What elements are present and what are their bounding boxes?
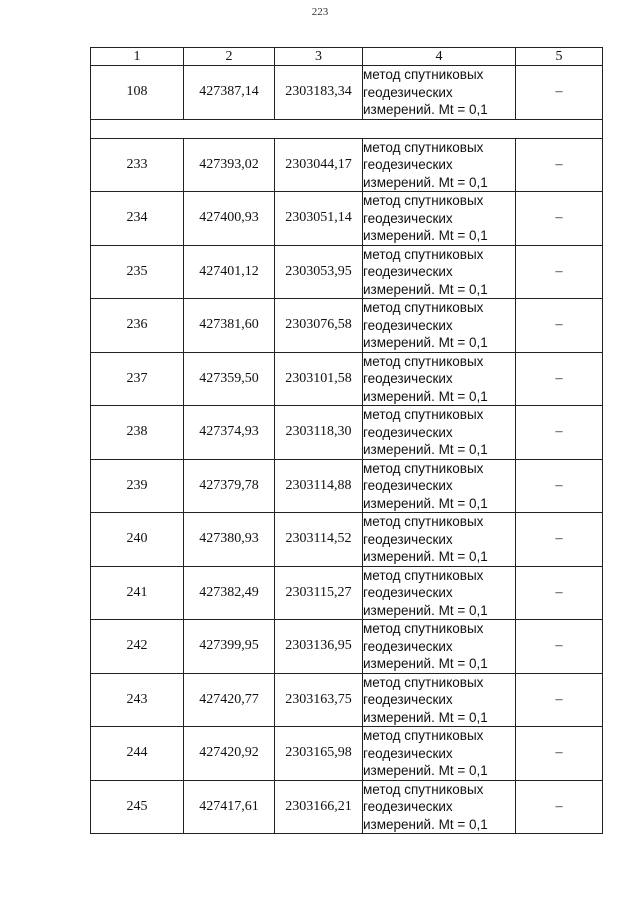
- method-description: [363, 727, 516, 781]
- table-row: [91, 245, 603, 299]
- method-line: измерений. Mt = 0,1: [363, 709, 488, 725]
- y-coordinate: 2303044,17: [275, 138, 363, 192]
- y-coordinate: 2303166,21: [275, 780, 363, 834]
- y-coordinate: 2303136,95: [275, 620, 363, 674]
- method-line: метод спутниковых: [363, 246, 484, 262]
- method-description: [363, 138, 516, 192]
- table-row: [91, 566, 603, 620]
- note-cell: –: [516, 566, 603, 620]
- x-coordinate: 427374,93: [184, 406, 275, 460]
- method-line: измерений. Mt = 0,1: [363, 281, 488, 297]
- method-line: метод спутниковых: [363, 674, 484, 690]
- point-number: 244: [91, 727, 184, 781]
- method-description: [363, 192, 516, 246]
- method-description: [363, 299, 516, 353]
- note-cell: –: [516, 620, 603, 674]
- y-coordinate: 2303076,58: [275, 299, 363, 353]
- table-row: [91, 620, 603, 674]
- method-line: измерений. Mt = 0,1: [363, 656, 488, 671]
- point-number: 233: [91, 138, 184, 192]
- table-row: [91, 352, 603, 406]
- method-line: геодезических: [363, 531, 453, 547]
- note-cell: –: [516, 406, 603, 460]
- note-cell: –: [516, 299, 603, 353]
- column-header: 4: [363, 48, 516, 66]
- y-coordinate: 2303114,52: [275, 513, 363, 567]
- x-coordinate: 427380,93: [184, 513, 275, 567]
- x-coordinate: 427381,60: [184, 299, 275, 353]
- method-line: измерений. Mt = 0,1: [363, 549, 488, 564]
- point-number: 108: [91, 66, 184, 120]
- x-coordinate: 427379,78: [184, 459, 275, 513]
- method-line: измерений. Mt = 0,1: [363, 174, 488, 190]
- y-coordinate: 2303114,88: [275, 459, 363, 513]
- point-number: 237: [91, 352, 184, 406]
- point-number: 235: [91, 245, 184, 299]
- method-description: [363, 406, 516, 460]
- method-line: геодезических: [363, 799, 453, 814]
- method-line: измерений. Mt = 0,1: [363, 763, 488, 778]
- table-row: [91, 138, 603, 192]
- note-cell: –: [516, 673, 603, 727]
- note-cell: –: [516, 780, 603, 834]
- method-line: измерений. Mt = 0,1: [363, 102, 488, 117]
- table-row: [91, 780, 603, 834]
- x-coordinate: 427359,50: [184, 352, 275, 406]
- note-cell: –: [516, 66, 603, 120]
- spacer-row: [91, 119, 603, 138]
- x-coordinate: 427420,92: [184, 727, 275, 781]
- method-line: измерений. Mt = 0,1: [363, 335, 488, 350]
- table-row: [91, 513, 603, 567]
- method-line: метод спутниковых: [363, 621, 484, 636]
- method-line: измерений. Mt = 0,1: [363, 442, 488, 457]
- y-coordinate: 2303115,27: [275, 566, 363, 620]
- x-coordinate: 427401,12: [184, 245, 275, 299]
- point-number: 238: [91, 406, 184, 460]
- x-coordinate: 427420,77: [184, 673, 275, 727]
- point-number: 236: [91, 299, 184, 353]
- method-line: геодезических: [363, 745, 453, 761]
- method-line: измерений. Mt = 0,1: [363, 495, 488, 511]
- note-cell: –: [516, 727, 603, 781]
- x-coordinate: 427417,61: [184, 780, 275, 834]
- method-description: [363, 566, 516, 620]
- method-description: [363, 673, 516, 727]
- method-line: геодезических: [363, 424, 453, 440]
- point-number: 240: [91, 513, 184, 567]
- method-line: измерений. Mt = 0,1: [363, 602, 488, 618]
- method-line: метод спутниковых: [363, 728, 484, 743]
- method-line: геодезических: [363, 692, 453, 707]
- y-coordinate: 2303118,30: [275, 406, 363, 460]
- note-cell: –: [516, 138, 603, 192]
- table-row: [91, 66, 603, 120]
- method-line: метод спутниковых: [363, 460, 484, 476]
- point-number: 242: [91, 620, 184, 674]
- method-description: [363, 66, 516, 120]
- method-line: геодезических: [363, 585, 453, 600]
- method-line: измерений. Mt = 0,1: [363, 816, 488, 832]
- note-cell: –: [516, 459, 603, 513]
- method-description: [363, 245, 516, 299]
- x-coordinate: 427393,02: [184, 138, 275, 192]
- table-row: [91, 459, 603, 513]
- y-coordinate: 2303101,58: [275, 352, 363, 406]
- method-line: геодезических: [363, 210, 453, 226]
- method-description: [363, 620, 516, 674]
- point-number: 245: [91, 780, 184, 834]
- note-cell: –: [516, 192, 603, 246]
- y-coordinate: 2303053,95: [275, 245, 363, 299]
- x-coordinate: 427382,49: [184, 566, 275, 620]
- method-line: геодезических: [363, 84, 453, 100]
- y-coordinate: 2303165,98: [275, 727, 363, 781]
- method-line: метод спутниковых: [363, 781, 484, 797]
- spacer-cell: [91, 119, 603, 138]
- point-number: 234: [91, 192, 184, 246]
- method-line: метод спутниковых: [363, 139, 484, 155]
- method-line: метод спутниковых: [363, 193, 484, 208]
- y-coordinate: 2303051,14: [275, 192, 363, 246]
- point-number: 243: [91, 673, 184, 727]
- column-header: 2: [184, 48, 275, 66]
- x-coordinate: 427399,95: [184, 620, 275, 674]
- y-coordinate: 2303183,34: [275, 66, 363, 120]
- method-description: [363, 513, 516, 567]
- note-cell: –: [516, 352, 603, 406]
- method-line: метод спутниковых: [363, 300, 484, 315]
- table-row: [91, 406, 603, 460]
- method-line: геодезических: [363, 264, 453, 279]
- method-line: геодезических: [363, 478, 453, 493]
- method-line: метод спутниковых: [363, 353, 484, 369]
- method-line: измерений. Mt = 0,1: [363, 228, 488, 243]
- method-description: [363, 780, 516, 834]
- method-line: метод спутниковых: [363, 67, 484, 82]
- column-header: 5: [516, 48, 603, 66]
- table-header-row: [91, 48, 603, 66]
- method-line: измерений. Mt = 0,1: [363, 388, 488, 404]
- point-number: 239: [91, 459, 184, 513]
- method-description: [363, 352, 516, 406]
- coordinates-table: [90, 47, 603, 834]
- method-line: геодезических: [363, 638, 453, 654]
- table-row: [91, 192, 603, 246]
- method-line: метод спутниковых: [363, 567, 484, 583]
- table-row: [91, 727, 603, 781]
- method-line: геодезических: [363, 317, 453, 333]
- method-description: [363, 459, 516, 513]
- page-number: 223: [311, 6, 329, 18]
- column-header: 3: [275, 48, 363, 66]
- table-row: [91, 299, 603, 353]
- y-coordinate: 2303163,75: [275, 673, 363, 727]
- method-line: геодезических: [363, 371, 453, 386]
- method-line: метод спутниковых: [363, 514, 484, 529]
- x-coordinate: 427400,93: [184, 192, 275, 246]
- method-line: геодезических: [363, 157, 453, 172]
- table-row: [91, 673, 603, 727]
- point-number: 241: [91, 566, 184, 620]
- column-header: 1: [91, 48, 184, 66]
- note-cell: –: [516, 513, 603, 567]
- x-coordinate: 427387,14: [184, 66, 275, 120]
- method-line: метод спутниковых: [363, 407, 484, 422]
- note-cell: –: [516, 245, 603, 299]
